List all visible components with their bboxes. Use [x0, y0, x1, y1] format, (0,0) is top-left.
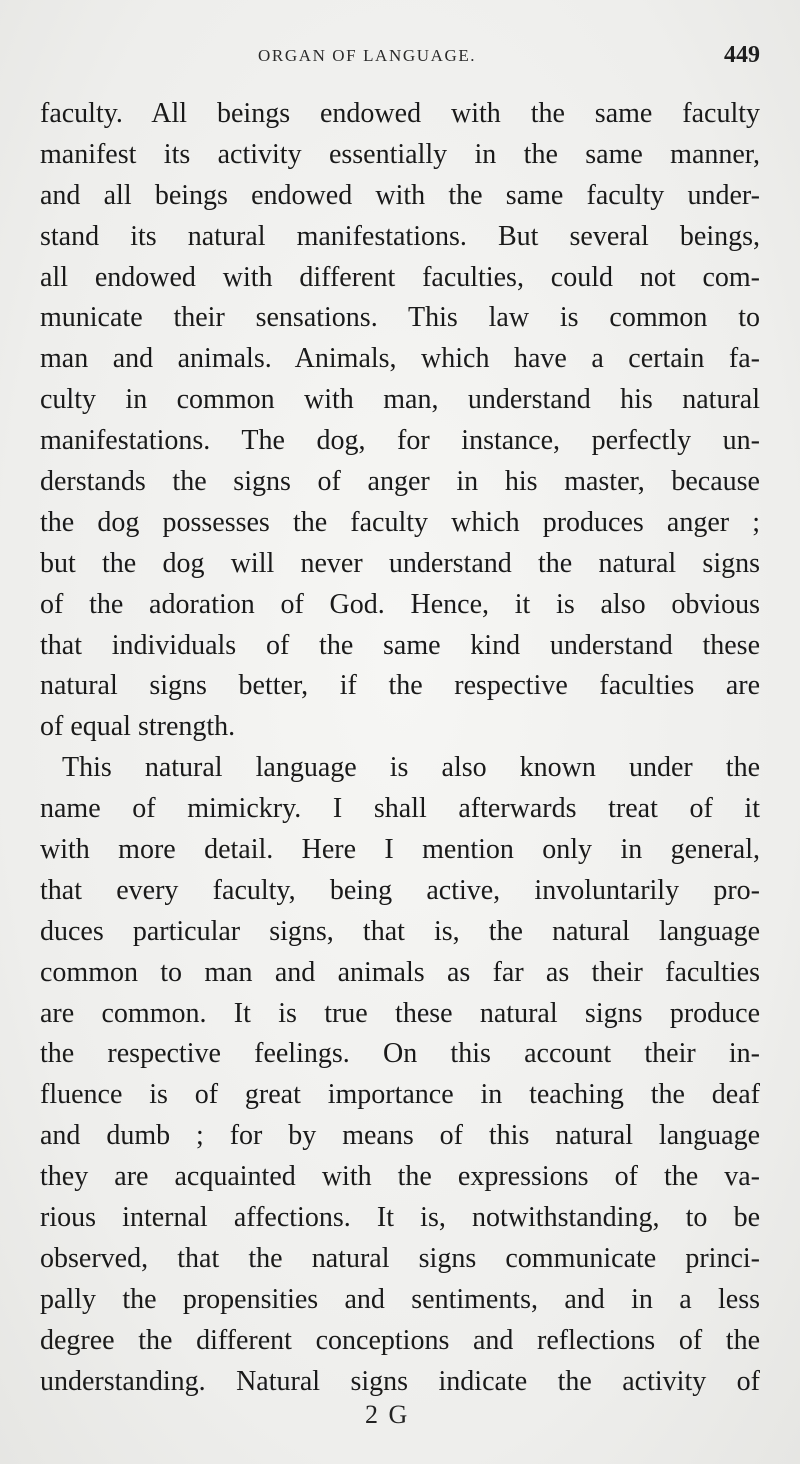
text-line: all endowed with different faculties, could not com-: [40, 261, 760, 293]
text-line: name of mimickry. I shall afterwards treat of it: [40, 793, 760, 825]
text-line: but the dog will never understand the natural signs: [40, 547, 760, 579]
text-line: and dumb ; for by means of this natural language: [40, 1120, 760, 1152]
paragraph-start-line: This natural language is also known under the: [62, 752, 760, 784]
text-line: that every faculty, being active, involuntarily pro-: [40, 874, 760, 906]
text-line: and all beings endowed with the same faculty under-: [40, 179, 760, 211]
text-line: the dog possesses the faculty which produces anger ;: [40, 506, 760, 538]
text-line: stand its natural manifestations. But several beings,: [40, 220, 760, 252]
text-line: that individuals of the same kind understand these: [40, 629, 760, 661]
text-line: derstands the signs of anger in his master, because: [40, 466, 760, 498]
text-line: man and animals. Animals, which have a certain fa-: [40, 343, 760, 375]
paragraph-end-line: of equal strength.: [40, 711, 236, 743]
text-line: with more detail. Here I mention only in general,: [40, 834, 760, 866]
text-line: duces particular signs, that is, the natural language: [40, 915, 760, 947]
body-text: [40, 94, 760, 1403]
text-line: rious internal affections. It is, notwithstanding, to be: [40, 1202, 760, 1234]
text-line: are common. It is true these natural signs produce: [40, 997, 760, 1029]
text-line: manifest its activity essentially in the same manner,: [40, 138, 760, 170]
text-line: degree the different conceptions and reflections of the: [40, 1324, 760, 1356]
text-line: culty in common with man, understand his natural: [40, 384, 760, 416]
running-title: ORGAN OF LANGUAGE.: [258, 46, 477, 65]
text-line: of the adoration of God. Hence, it is also obvious: [40, 588, 760, 620]
running-head: [0, 44, 800, 74]
text-line: fluence is of great importance in teaching the deaf: [40, 1079, 760, 1111]
text-line: observed, that the natural signs communicate princi-: [40, 1242, 760, 1274]
text-line: understanding. Natural signs indicate the activity of: [40, 1365, 760, 1397]
text-line: pally the propensities and sentiments, and in a less: [40, 1283, 760, 1315]
text-line: the respective feelings. On this account their in-: [40, 1038, 760, 1070]
page-number: 449: [724, 42, 760, 68]
text-line: natural signs better, if the respective faculties are: [40, 670, 760, 702]
signature-mark: 2 G: [365, 1400, 410, 1429]
text-line: common to man and animals as far as their faculties: [40, 956, 760, 988]
text-line: municate their sensations. This law is common to: [40, 302, 760, 334]
text-line: manifestations. The dog, for instance, perfectly un-: [40, 425, 760, 457]
text-line: they are acquainted with the expressions of the va-: [40, 1161, 760, 1193]
text-line: faculty. All beings endowed with the same faculty: [40, 98, 760, 129]
